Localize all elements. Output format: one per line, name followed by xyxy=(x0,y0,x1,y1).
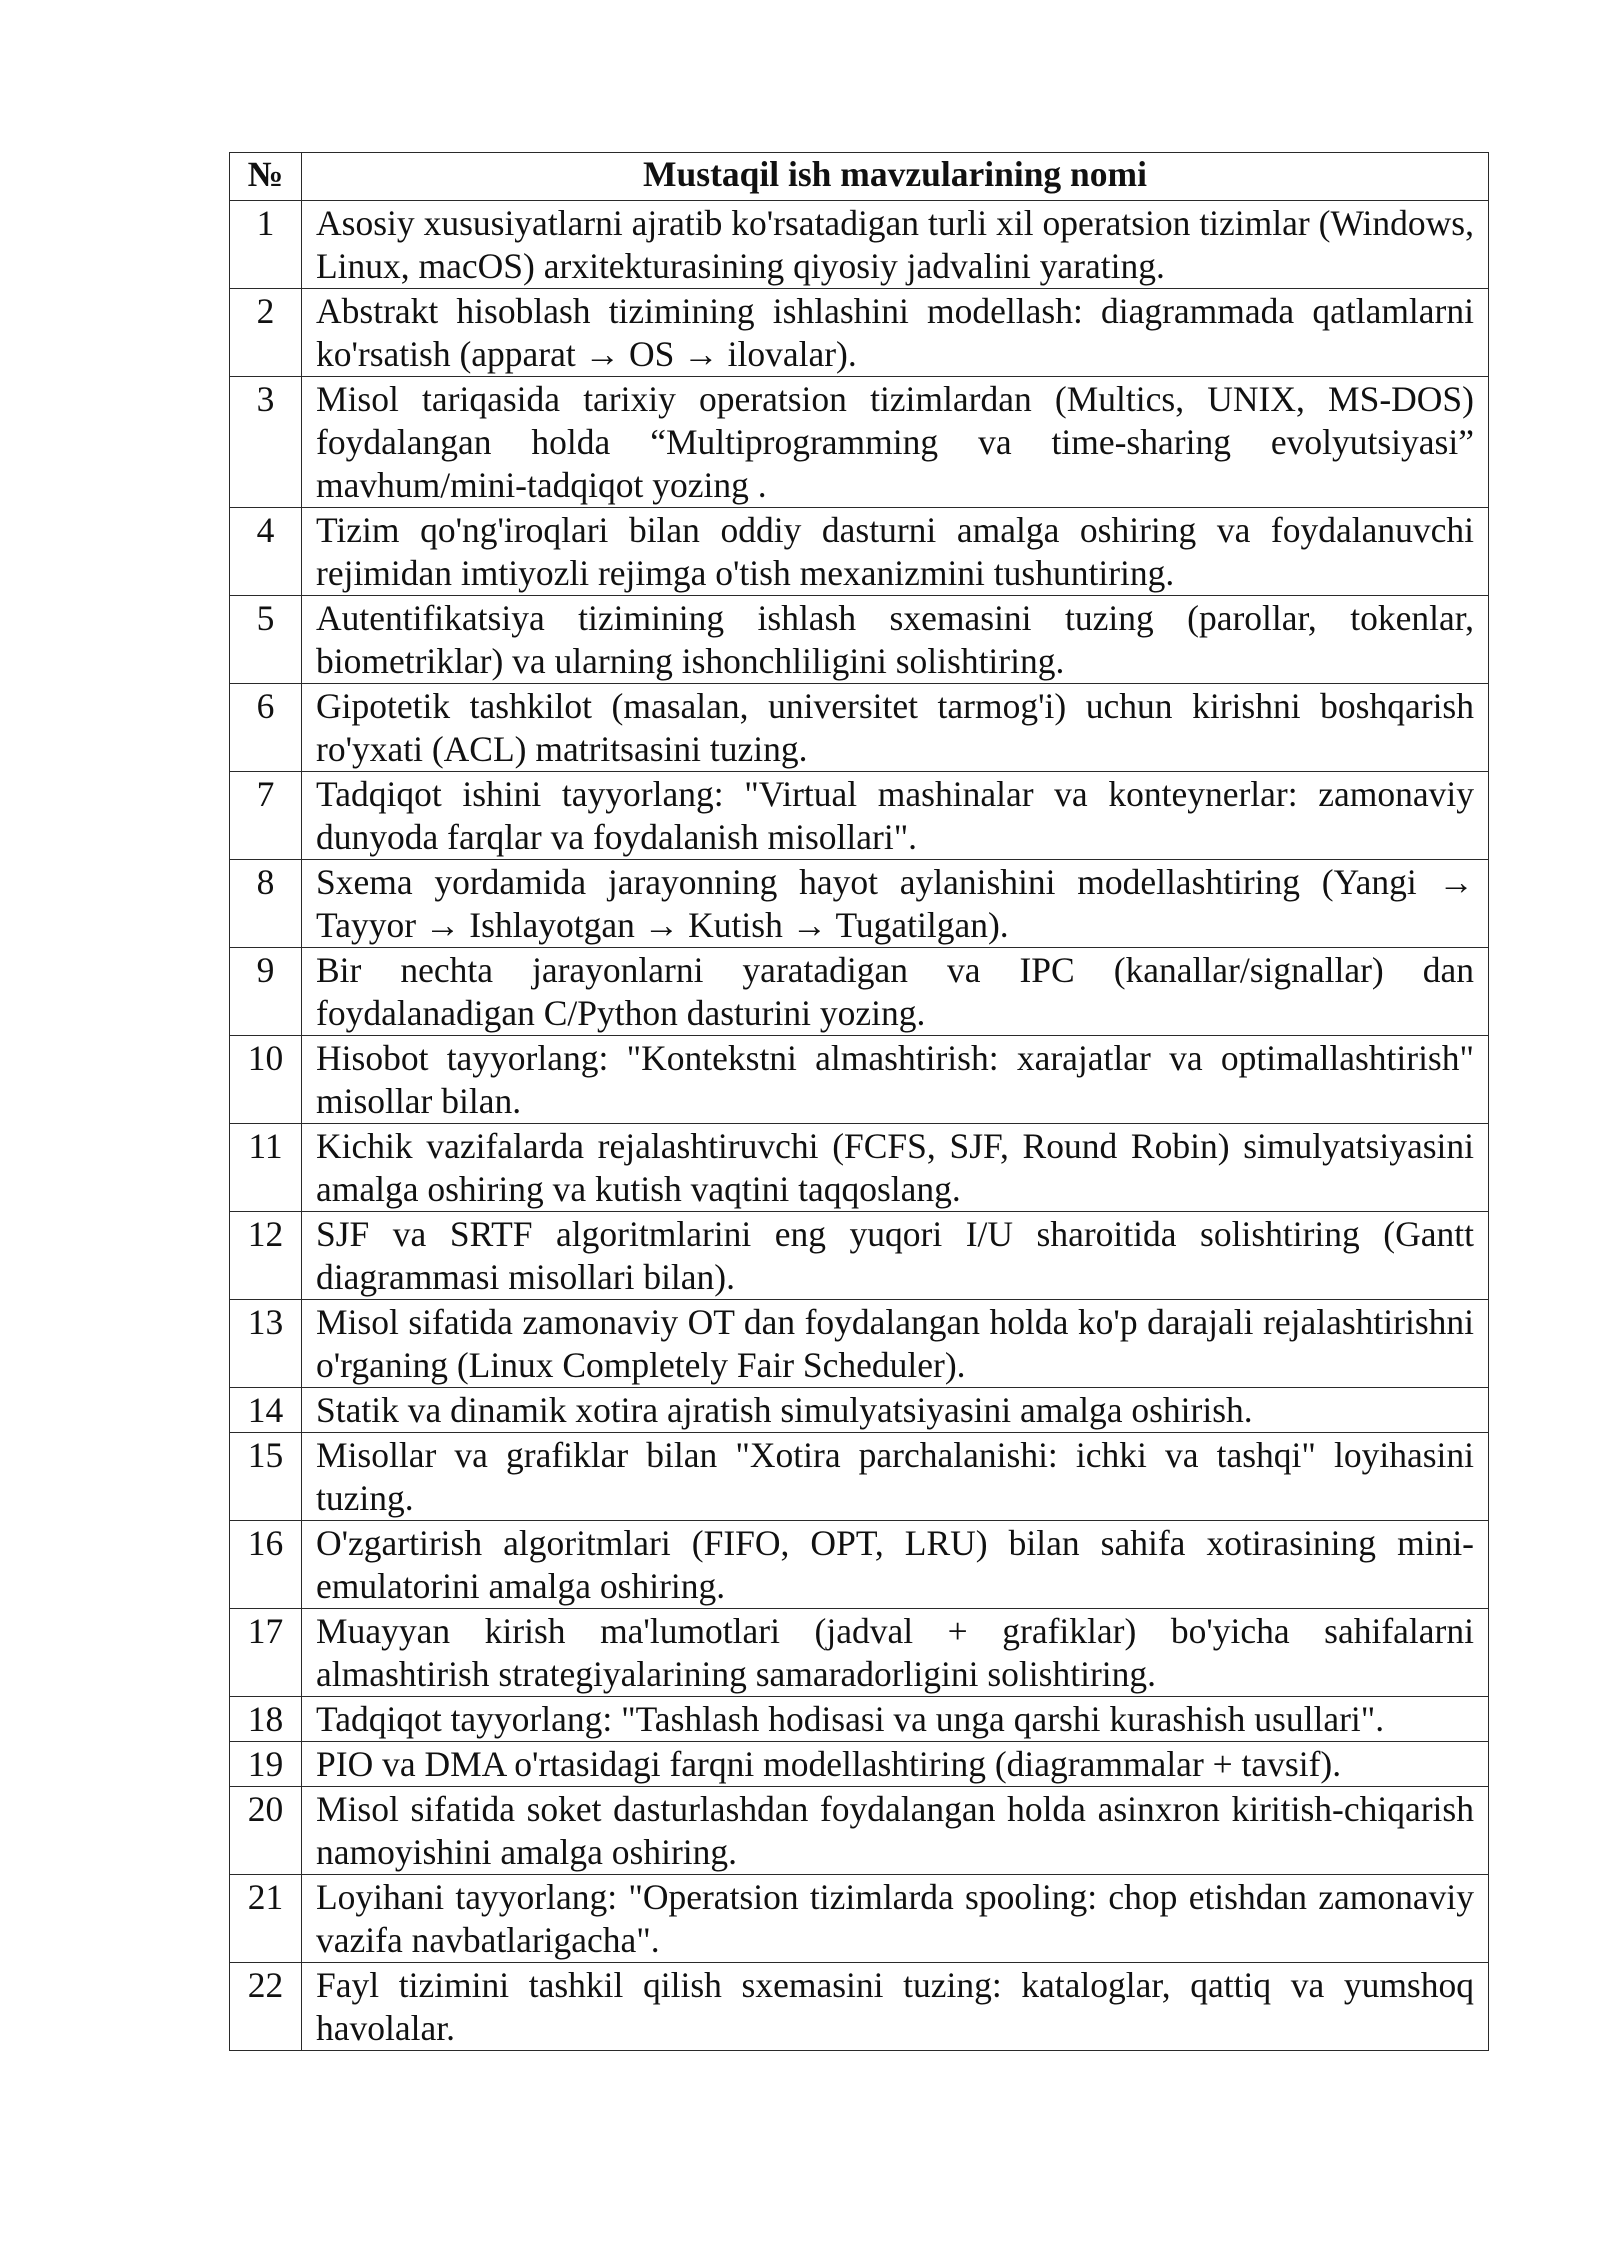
row-number: 20 xyxy=(230,1787,302,1875)
row-topic: Fayl tizimini tashkil qilish sxemasini tuzing: kataloglar, qattiq va yumshoq havolalar. xyxy=(302,1963,1489,2051)
row-topic: Misol tariqasida tarixiy operatsion tizimlardan (Multics, UNIX, MS-DOS) foydalangan holda “Multiprogramming va time-sharing evolyutsiyasi” mavhum/mini-tadqiqot yozing . xyxy=(302,377,1489,508)
table-row xyxy=(230,684,1489,772)
row-number: 8 xyxy=(230,860,302,948)
table-row xyxy=(230,1963,1489,2051)
row-topic: Misol sifatida zamonaviy OT dan foydalangan holda ko'p darajali rejalashtirishni o'rganing (Linux Completely Fair Scheduler). xyxy=(302,1300,1489,1388)
row-topic: Autentifikatsiya tizimining ishlash sxemasini tuzing (parollar, tokenlar, biometriklar) va ularning ishonchliligini solishtiring. xyxy=(302,596,1489,684)
row-topic: Asosiy xususiyatlarni ajratib ko'rsatadigan turli xil operatsion tizimlar (Windows, Linux, macOS) arxitekturasining qiyosiy jadvalini yarating. xyxy=(302,201,1489,289)
row-number: 2 xyxy=(230,289,302,377)
row-topic: Statik va dinamik xotira ajratish simulyatsiyasini amalga oshirish. xyxy=(302,1388,1489,1433)
row-number: 1 xyxy=(230,201,302,289)
row-number: 4 xyxy=(230,508,302,596)
table-row xyxy=(230,1742,1489,1787)
row-number: 11 xyxy=(230,1124,302,1212)
row-number: 22 xyxy=(230,1963,302,2051)
row-number: 9 xyxy=(230,948,302,1036)
header-number: № xyxy=(230,153,302,201)
table-row xyxy=(230,1433,1489,1521)
row-topic: Hisobot tayyorlang: "Kontekstni almashtirish: xarajatlar va optimallashtirish" misollar bilan. xyxy=(302,1036,1489,1124)
header-title: Mustaqil ish mavzularining nomi xyxy=(302,153,1489,201)
table-row xyxy=(230,377,1489,508)
table-row xyxy=(230,1388,1489,1433)
table-row xyxy=(230,596,1489,684)
table-row xyxy=(230,201,1489,289)
row-topic: PIO va DMA o'rtasidagi farqni modellashtiring (diagrammalar + tavsif). xyxy=(302,1742,1489,1787)
row-number: 12 xyxy=(230,1212,302,1300)
table-row xyxy=(230,508,1489,596)
row-number: 13 xyxy=(230,1300,302,1388)
row-topic: Misollar va grafiklar bilan "Xotira parchalanishi: ichki va tashqi" loyihasini tuzing. xyxy=(302,1433,1489,1521)
table-row xyxy=(230,1521,1489,1609)
row-number: 3 xyxy=(230,377,302,508)
table-row xyxy=(230,1875,1489,1963)
row-topic: Loyihani tayyorlang: "Operatsion tizimlarda spooling: chop etishdan zamonaviy vazifa navbatlarigacha". xyxy=(302,1875,1489,1963)
row-topic: Sxema yordamida jarayonning hayot aylanishini modellashtiring (Yangi → Tayyor → Ishlayotgan → Kutish → Tugatilgan). xyxy=(302,860,1489,948)
row-topic: Bir nechta jarayonlarni yaratadigan va IPC (kanallar/signallar) dan foydalanadigan C/Python dasturini yozing. xyxy=(302,948,1489,1036)
row-topic: Tadqiqot ishini tayyorlang: "Virtual mashinalar va konteynerlar: zamonaviy dunyoda farqlar va foydalanish misollari". xyxy=(302,772,1489,860)
row-topic: Muayyan kirish ma'lumotlari (jadval + grafiklar) bo'yicha sahifalarni almashtirish strategiyalarining samaradorligini solishtiring. xyxy=(302,1609,1489,1697)
row-number: 14 xyxy=(230,1388,302,1433)
topics-table xyxy=(229,152,1489,2051)
table-row xyxy=(230,1609,1489,1697)
row-topic: Gipotetik tashkilot (masalan, universitet tarmog'i) uchun kirishni boshqarish ro'yxati (ACL) matritsasini tuzing. xyxy=(302,684,1489,772)
table-row xyxy=(230,1036,1489,1124)
row-number: 6 xyxy=(230,684,302,772)
row-number: 5 xyxy=(230,596,302,684)
row-topic: Tizim qo'ng'iroqlari bilan oddiy dasturni amalga oshiring va foydalanuvchi rejimidan imtiyozli rejimga o'tish mexanizmini tushuntiring. xyxy=(302,508,1489,596)
row-topic: Misol sifatida soket dasturlashdan foydalangan holda asinxron kiritish-chiqarish namoyishini amalga oshiring. xyxy=(302,1787,1489,1875)
row-number: 18 xyxy=(230,1697,302,1742)
table-row xyxy=(230,1300,1489,1388)
row-number: 15 xyxy=(230,1433,302,1521)
table-row xyxy=(230,948,1489,1036)
row-number: 7 xyxy=(230,772,302,860)
row-number: 16 xyxy=(230,1521,302,1609)
row-number: 19 xyxy=(230,1742,302,1787)
table-row xyxy=(230,772,1489,860)
table-row xyxy=(230,289,1489,377)
table-row xyxy=(230,860,1489,948)
table-row xyxy=(230,1697,1489,1742)
table-header-row xyxy=(230,153,1489,201)
row-topic: SJF va SRTF algoritmlarini eng yuqori I/U sharoitida solishtiring (Gantt diagrammasi misollari bilan). xyxy=(302,1212,1489,1300)
table-row xyxy=(230,1212,1489,1300)
row-number: 10 xyxy=(230,1036,302,1124)
table-row xyxy=(230,1124,1489,1212)
row-topic: Kichik vazifalarda rejalashtiruvchi (FCFS, SJF, Round Robin) simulyatsiyasini amalga oshiring va kutish vaqtini taqqoslang. xyxy=(302,1124,1489,1212)
row-topic: O'zgartirish algoritmlari (FIFO, OPT, LRU) bilan sahifa xotirasining mini-emulatorini amalga oshiring. xyxy=(302,1521,1489,1609)
row-number: 21 xyxy=(230,1875,302,1963)
row-topic: Abstrakt hisoblash tizimining ishlashini modellash: diagrammada qatlamlarni ko'rsatish (apparat → OS → ilovalar). xyxy=(302,289,1489,377)
row-topic: Tadqiqot tayyorlang: "Tashlash hodisasi va unga qarshi kurashish usullari". xyxy=(302,1697,1489,1742)
row-number: 17 xyxy=(230,1609,302,1697)
table-row xyxy=(230,1787,1489,1875)
